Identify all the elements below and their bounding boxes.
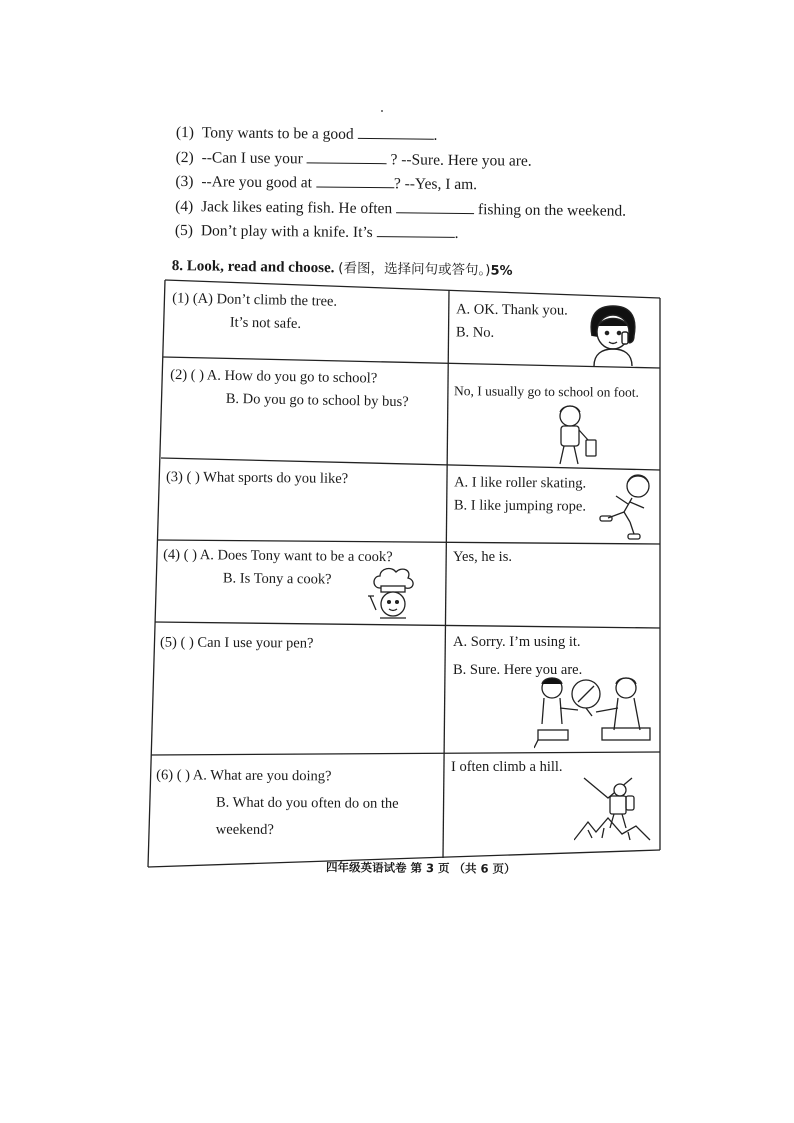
boy-climbing-hill-picture	[574, 772, 658, 842]
item-text: Jack likes eating fish. He often	[201, 197, 393, 217]
row-3-question	[166, 466, 348, 491]
answer-option: B. Sure. Here you are.	[453, 662, 583, 678]
item-text: Don’t play with a knife. It’s	[200, 222, 373, 242]
answer-option: B. No.	[455, 324, 495, 341]
section-score: 5%	[490, 263, 513, 279]
row-5-question	[160, 631, 314, 655]
row-6-question	[156, 762, 399, 845]
row-divider	[151, 752, 660, 755]
table-middle-divider	[443, 290, 449, 858]
section-instruction: (看图，选择问句或答句。)	[338, 260, 491, 279]
answer-blank[interactable]	[396, 198, 474, 214]
question-line: (6) ( ) A. What are you doing?	[156, 767, 332, 785]
question-line: (5) ( ) Can I use your pen?	[159, 634, 314, 652]
row-3-answers	[454, 471, 586, 518]
item-number: (1)	[175, 123, 195, 142]
boy-chef-picture	[366, 566, 418, 624]
section-8-title	[172, 254, 513, 280]
boy-roller-skating-picture	[594, 472, 656, 542]
section-heading: 8. Look, read and choose.	[171, 257, 335, 277]
item-text-end: ? --Sure. Here you are.	[390, 150, 532, 170]
item-number: (5)	[174, 221, 194, 240]
fill-in-item-5	[175, 220, 645, 249]
two-kids-sharing-pen-picture	[534, 672, 656, 750]
answer-option: A. OK. Thank you.	[456, 301, 568, 319]
item-text-end: ? --Yes, I am.	[393, 175, 478, 194]
question-line: B. Is Tony a cook?	[222, 570, 332, 588]
answer-blank[interactable]	[307, 148, 387, 164]
item-text-end: fishing on the weekend.	[477, 200, 627, 220]
item-text-end: .	[454, 224, 459, 242]
row-2-answers	[454, 379, 639, 404]
answer-option: B. I like jumping rope.	[453, 497, 587, 515]
row-divider	[158, 540, 660, 544]
answer-option: A. Sorry. I’m using it.	[453, 634, 581, 650]
question-line: weekend?	[215, 821, 274, 838]
answer-option: A. I like roller skating.	[454, 474, 587, 492]
answer-blank[interactable]	[357, 124, 433, 140]
question-line: (3) ( ) What sports do you like?	[165, 469, 349, 487]
row-1-question	[172, 287, 338, 336]
boy-walking-to-school-picture	[548, 402, 604, 468]
item-number: (2)	[175, 148, 194, 166]
row-1-answers	[456, 298, 568, 345]
item-text: --Can I use your	[201, 148, 303, 167]
answer-blank[interactable]	[377, 222, 455, 238]
row-6-answers	[451, 756, 563, 779]
item-text-end: .	[433, 126, 438, 144]
answer-option: Yes, he is.	[453, 549, 512, 565]
question-line: B. What do you often do on the	[215, 794, 399, 812]
girl-on-phone-picture	[580, 302, 646, 368]
question-line: (2) ( ) A. How do you go to school?	[170, 366, 378, 387]
page-footer: 四年级英语试卷 第 3 页 （共 6 页）	[325, 860, 516, 876]
question-line: B. Do you go to school by bus?	[225, 390, 409, 411]
question-line: It’s not safe.	[229, 314, 302, 332]
row-4-question	[163, 544, 393, 592]
question-line: (4) ( ) A. Does Tony want to be a cook?	[163, 546, 393, 566]
answer-option: I often climb a hill.	[451, 759, 563, 775]
item-number: (4)	[175, 197, 194, 215]
question-line: (1) (A) Don’t climb the tree.	[172, 290, 338, 310]
scan-speck	[381, 110, 383, 112]
item-text: Tony wants to be a good	[201, 124, 354, 143]
item-text: --Are you good at	[201, 173, 313, 192]
item-number: (3)	[175, 172, 194, 191]
answer-blank[interactable]	[316, 172, 394, 188]
row-4-answers	[453, 546, 512, 569]
fill-in-list	[175, 122, 646, 249]
row-2-question	[170, 364, 410, 414]
answer-option: No, I usually go to school on foot.	[453, 383, 639, 400]
